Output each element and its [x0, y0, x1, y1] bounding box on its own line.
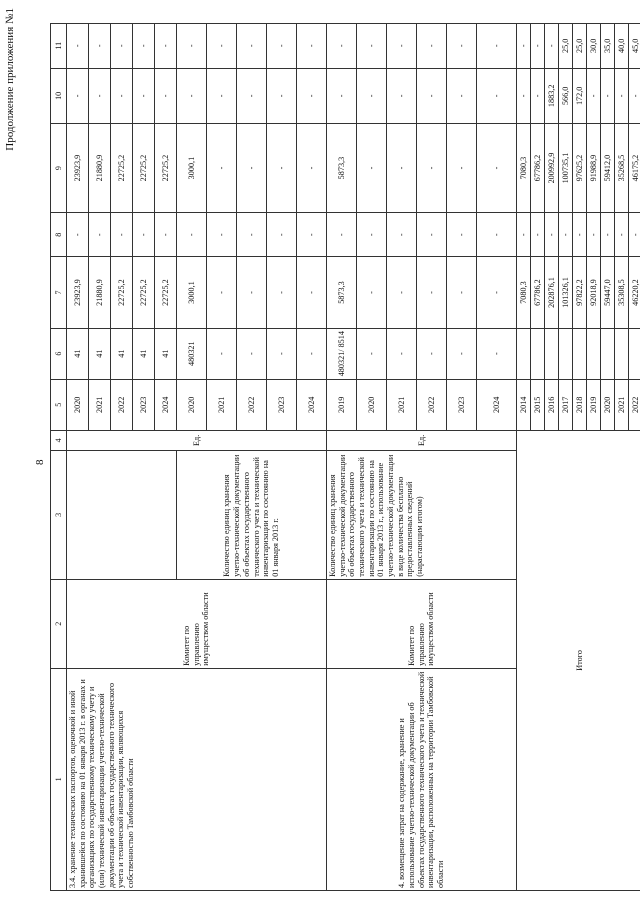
value-cell: 41	[111, 328, 133, 379]
section-4-unit: Ед.	[327, 430, 517, 450]
value-cell: -	[155, 24, 177, 69]
year-cell: 2021	[387, 379, 417, 430]
value-cell: -	[297, 213, 327, 257]
value-cell: -	[207, 124, 237, 213]
value-cell: 22725,2	[133, 124, 155, 213]
year-cell: 2015	[531, 379, 545, 430]
section-4-executor: Комитет по управлению имуществом области	[327, 579, 517, 668]
value-cell: 23923,9	[67, 124, 89, 213]
section-34-unit: Ед.	[67, 430, 327, 450]
value-cell: 35268,5	[615, 124, 629, 213]
value-cell: -	[447, 328, 477, 379]
year-cell: 2021	[615, 379, 629, 430]
value-cell: -	[267, 213, 297, 257]
value-cell: 480321	[177, 328, 207, 379]
year-cell: 2023	[447, 379, 477, 430]
value-cell: -	[545, 213, 559, 257]
value-cell: -	[387, 328, 417, 379]
section-34-executor: Комитет по управлению имуществом области	[67, 579, 327, 668]
year-cell: 2024	[477, 379, 517, 430]
value-cell: 25,0	[573, 24, 587, 69]
value-cell: -	[477, 328, 517, 379]
value-cell: 3000,1	[177, 257, 207, 328]
value-cell: 172,0	[573, 68, 587, 124]
value-cell: -	[155, 213, 177, 257]
value-cell: 7080,3	[517, 124, 531, 213]
year-cell: 2019	[587, 379, 601, 430]
value-cell: -	[207, 24, 237, 69]
year-cell: 2014	[517, 379, 531, 430]
value-cell: -	[89, 213, 111, 257]
value-cell: -	[111, 24, 133, 69]
value-cell: 25,0	[559, 24, 573, 69]
value-cell: -	[207, 328, 237, 379]
value-cell: -	[297, 68, 327, 124]
value-cell: -	[357, 213, 387, 257]
value-cell: -	[477, 124, 517, 213]
value-cell: -	[629, 213, 640, 257]
year-cell: 2017	[559, 379, 573, 430]
value-cell: 202876,1	[545, 257, 559, 328]
value-cell: 41	[67, 328, 89, 379]
value-cell: 101326,1	[559, 257, 573, 328]
value-cell: -	[237, 124, 267, 213]
value-cell: -	[531, 213, 545, 257]
value-cell	[587, 328, 601, 379]
value-cell: -	[387, 213, 417, 257]
value-cell: -	[417, 68, 447, 124]
value-cell: -	[177, 24, 207, 69]
value-cell: -	[327, 213, 357, 257]
value-cell	[615, 328, 629, 379]
year-cell: 2022	[417, 379, 447, 430]
value-cell: -	[67, 24, 89, 69]
col-num: 3	[51, 450, 67, 579]
value-cell: -	[327, 68, 357, 124]
value-cell	[545, 328, 559, 379]
value-cell: -	[133, 213, 155, 257]
value-cell: 480321/ 8514	[327, 328, 357, 379]
value-cell: -	[559, 213, 573, 257]
value-cell: -	[357, 68, 387, 124]
value-cell: 22725,2	[155, 124, 177, 213]
value-cell: -	[357, 257, 387, 328]
col-num: 11	[51, 24, 67, 69]
year-cell: 2024	[297, 379, 327, 430]
value-cell: 5873,3	[327, 257, 357, 328]
value-cell: -	[357, 328, 387, 379]
year-cell: 2024	[155, 379, 177, 430]
value-cell: -	[267, 124, 297, 213]
value-cell: 22725,2	[111, 257, 133, 328]
value-cell: -	[267, 24, 297, 69]
value-cell: -	[587, 68, 601, 124]
col-num: 1	[51, 668, 67, 890]
value-cell: 3000,1	[177, 124, 207, 213]
table-row	[517, 24, 531, 891]
value-cell: 35308,5	[615, 257, 629, 328]
value-cell: -	[297, 124, 327, 213]
value-cell: 100735,1	[559, 124, 573, 213]
year-cell: 2020	[357, 379, 387, 430]
value-cell: -	[531, 68, 545, 124]
value-cell: 21880,9	[89, 124, 111, 213]
value-cell: 97625,2	[573, 124, 587, 213]
year-cell: 2018	[573, 379, 587, 430]
value-cell: -	[417, 24, 447, 69]
year-cell: 2021	[89, 379, 111, 430]
value-cell	[559, 328, 573, 379]
value-cell: -	[67, 213, 89, 257]
value-cell: 97822,2	[573, 257, 587, 328]
value-cell: 566,0	[559, 68, 573, 124]
value-cell: -	[177, 213, 207, 257]
year-cell: 2021	[207, 379, 237, 430]
value-cell	[517, 328, 531, 379]
value-cell: -	[601, 213, 615, 257]
value-cell: -	[89, 24, 111, 69]
year-cell: 2023	[267, 379, 297, 430]
value-cell: 59412,0	[601, 124, 615, 213]
col-num: 4	[51, 430, 67, 450]
value-cell: -	[629, 68, 640, 124]
value-cell: -	[615, 68, 629, 124]
value-cell: -	[477, 213, 517, 257]
value-cell: 46220,2	[629, 257, 640, 328]
value-cell: -	[447, 257, 477, 328]
value-cell: 41	[133, 328, 155, 379]
total-label: Итого	[517, 430, 640, 890]
section-4-description: 4. возмещение затрат на содержание, хранение и использование учетно-технической документации об объектах государственного технического учета и технической инвентаризации, расположенных на территории Тамбовской области	[327, 668, 517, 890]
year-cell: 2016	[545, 379, 559, 430]
page-number: 8	[34, 459, 46, 465]
value-cell: 1883,2	[545, 68, 559, 124]
year-cell: 2023	[133, 379, 155, 430]
value-cell: -	[517, 213, 531, 257]
value-cell: -	[601, 68, 615, 124]
program-table	[50, 23, 640, 891]
value-cell: 21880,9	[89, 257, 111, 328]
value-cell: -	[417, 213, 447, 257]
value-cell: -	[207, 213, 237, 257]
col-num: 5	[51, 379, 67, 430]
value-cell: -	[267, 68, 297, 124]
value-cell: -	[387, 24, 417, 69]
value-cell	[629, 328, 640, 379]
value-cell: 41	[155, 328, 177, 379]
value-cell: 30,0	[587, 24, 601, 69]
value-cell: -	[207, 68, 237, 124]
value-cell: -	[417, 328, 447, 379]
section-34-indicator: Количество единиц хранения учетно-технической документации об объектах государственного технического учета и технической инвентаризации по состоянию на 01 января 2013 г.	[177, 450, 327, 579]
value-cell: -	[517, 24, 531, 69]
value-cell: -	[517, 68, 531, 124]
column-number-row	[51, 24, 67, 891]
value-cell: -	[447, 24, 477, 69]
value-cell: -	[297, 328, 327, 379]
value-cell: -	[615, 213, 629, 257]
value-cell: 46175,2	[629, 124, 640, 213]
value-cell: 41	[89, 328, 111, 379]
col-num: 7	[51, 257, 67, 328]
value-cell: -	[531, 24, 545, 69]
value-cell: -	[237, 213, 267, 257]
value-cell: -	[417, 257, 447, 328]
value-cell: -	[297, 24, 327, 69]
value-cell: -	[267, 257, 297, 328]
value-cell: -	[237, 328, 267, 379]
value-cell: -	[111, 68, 133, 124]
value-cell: -	[447, 213, 477, 257]
value-cell: -	[237, 68, 267, 124]
value-cell: -	[155, 68, 177, 124]
value-cell: 200992,9	[545, 124, 559, 213]
year-cell: 2020	[67, 379, 89, 430]
value-cell: 91988,9	[587, 124, 601, 213]
value-cell: -	[387, 124, 417, 213]
year-cell: 2022	[629, 379, 640, 430]
value-cell: -	[387, 257, 417, 328]
value-cell: -	[477, 68, 517, 124]
value-cell: -	[417, 124, 447, 213]
value-cell: -	[237, 257, 267, 328]
value-cell: 22725,2	[155, 257, 177, 328]
value-cell: -	[89, 68, 111, 124]
value-cell: -	[133, 68, 155, 124]
value-cell: -	[207, 257, 237, 328]
section-4-indicator: Количество единиц хранения учетно-технической документации об объектах государственного технического учета и технической инвентаризации по состоянию на 01 января 2013 г., использование учетно-технической документации в виде количества бесплатно предоставленных сведений (нарастающим итогом)	[327, 450, 517, 579]
value-cell: -	[267, 328, 297, 379]
value-cell: 67786,2	[531, 257, 545, 328]
value-cell: -	[357, 24, 387, 69]
value-cell: 22725,2	[133, 257, 155, 328]
value-cell: 5873,3	[327, 124, 357, 213]
col-num: 10	[51, 68, 67, 124]
value-cell: -	[447, 68, 477, 124]
col-num: 6	[51, 328, 67, 379]
table-row	[67, 24, 89, 891]
year-cell: 2020	[601, 379, 615, 430]
section-34-indicator-empty	[67, 450, 177, 579]
value-cell: -	[177, 68, 207, 124]
value-cell: -	[67, 68, 89, 124]
value-cell: 35,0	[601, 24, 615, 69]
value-cell: 92018,9	[587, 257, 601, 328]
value-cell: -	[573, 213, 587, 257]
value-cell	[601, 328, 615, 379]
value-cell: -	[587, 213, 601, 257]
value-cell: -	[237, 24, 267, 69]
value-cell: -	[447, 124, 477, 213]
col-num: 9	[51, 124, 67, 213]
value-cell: -	[133, 24, 155, 69]
year-cell: 2019	[327, 379, 357, 430]
value-cell: -	[477, 24, 517, 69]
col-num: 2	[51, 579, 67, 668]
year-cell: 2022	[237, 379, 267, 430]
continuation-note: Продолжение приложения №1	[4, 8, 16, 151]
value-cell: 67786,2	[531, 124, 545, 213]
value-cell: -	[545, 24, 559, 69]
value-cell	[531, 328, 545, 379]
value-cell: -	[327, 24, 357, 69]
value-cell: -	[387, 68, 417, 124]
value-cell: 45,0	[629, 24, 640, 69]
value-cell: 22725,2	[111, 124, 133, 213]
value-cell: 59447,0	[601, 257, 615, 328]
value-cell: -	[357, 124, 387, 213]
value-cell: -	[477, 257, 517, 328]
col-num: 8	[51, 213, 67, 257]
value-cell: -	[111, 213, 133, 257]
value-cell	[573, 328, 587, 379]
value-cell: -	[297, 257, 327, 328]
table-row	[327, 24, 357, 891]
section-34-description: 3.4. хранение технических паспортов, оценочной и иной хранившейся по состоянию на 01 января 2013 г. в органах и организациях по государственному техническому учету и (или) технической инвентаризации учетно-технической документации об объектах государственного технического учета и технической инвентаризации, являющихся собственностью Тамбовской области	[67, 668, 327, 890]
value-cell: 7080,3	[517, 257, 531, 328]
value-cell: 23923,9	[67, 257, 89, 328]
year-cell: 2020	[177, 379, 207, 430]
year-cell: 2022	[111, 379, 133, 430]
value-cell: 40,0	[615, 24, 629, 69]
